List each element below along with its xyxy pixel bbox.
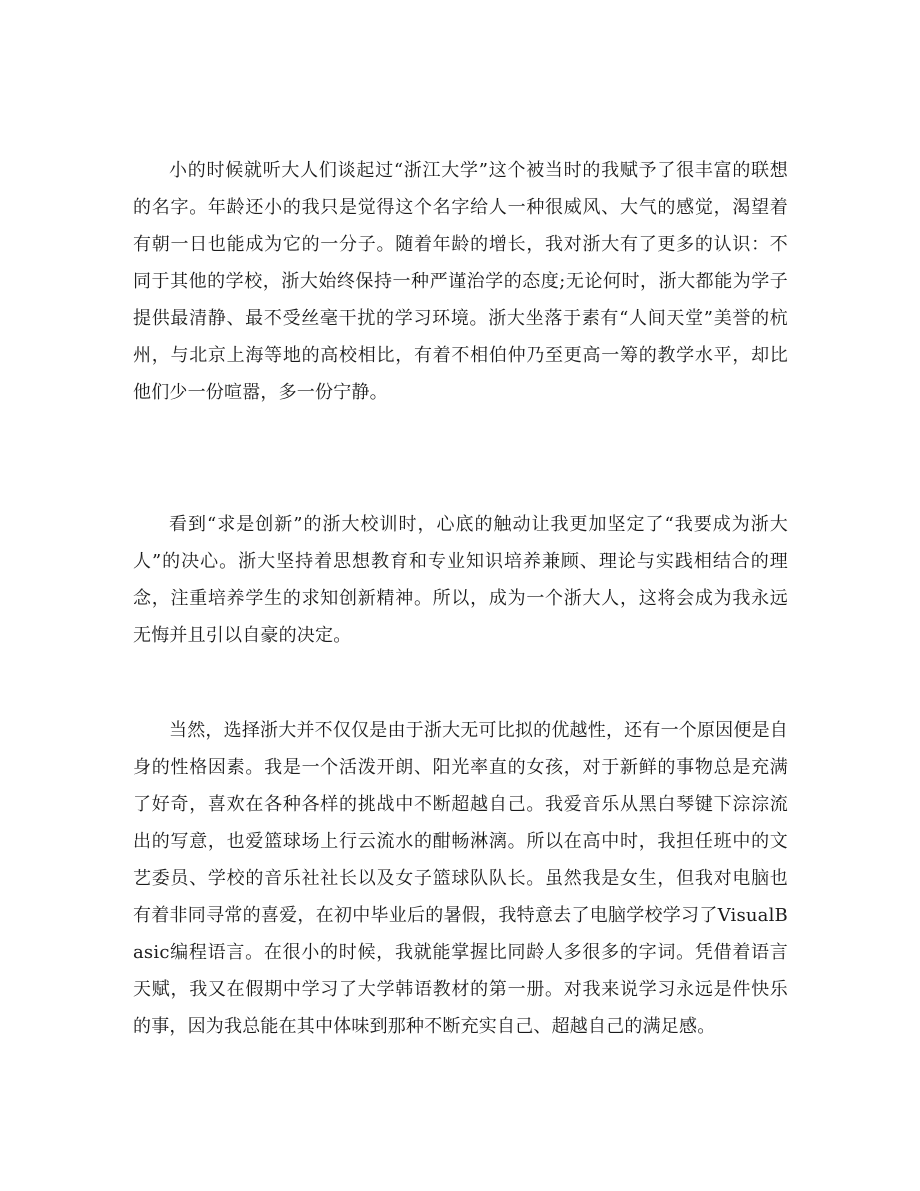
paragraph-childhood-impression: 小的时候就听大人们谈起过“浙江大学”这个被当时的我赋予了很丰富的联想的名字。年龄还小的我只是觉得这个名字给人一种很威风、大气的感觉，渴望着有朝一日也能成为它的一分子。随着年龄的增长，我对浙大有了更多的认识：不同于其他的学校，浙大始终保持一种严谨治学的态度;无论何时，浙大都能为学子提供最清静、最不受丝毫干扰的学习环境。浙大坐落于素有“人间天堂”美誉的杭州，与北京上海等地的高校相比，有着不相伯仲乃至更高一筹的教学水平，却比他们少一份喧嚣，多一份宁静。: [133, 160, 788, 403]
paragraph-school-motto: 看到“求是创新”的浙大校训时，心底的触动让我更加坚定了“我要成为浙大人”的决心。浙大坚持着思想教育和专业知识培养兼顾、理论与实践相结合的理念，注重培养学生的求知创新精神。所以，成为一个浙大人，这将会成为我永远无悔并且引以自豪的决定。: [133, 514, 788, 646]
paragraph-personality: 当然，选择浙大并不仅仅是由于浙大无可比拟的优越性，还有一个原因便是自身的性格因素。我是一个活泼开朗、阳光率直的女孩，对于新鲜的事物总是充满了好奇，喜欢在各种各样的挑战中不断超越自己。我爱音乐从黑白琴键下淙淙流出的写意，也爱篮球场上行云流水的酣畅淋漓。所以在高中时，我担任班中的文艺委员、学校的音乐社社长以及女子篮球队队长。虽然我是女生，但我对电脑也有着非同寻常的喜爱，在初中毕业后的暑假，我特意去了电脑学校学习了VisualBasic编程语言。在很小的时候，我就能掌握比同龄人多很多的字词。凭借着语言天赋，我又在假期中学习了大学韩语教材的第一册。对我来说学习永远是件快乐的事，因为我总能在其中体味到那种不断充实自己、超越自己的满足感。: [133, 720, 788, 1037]
